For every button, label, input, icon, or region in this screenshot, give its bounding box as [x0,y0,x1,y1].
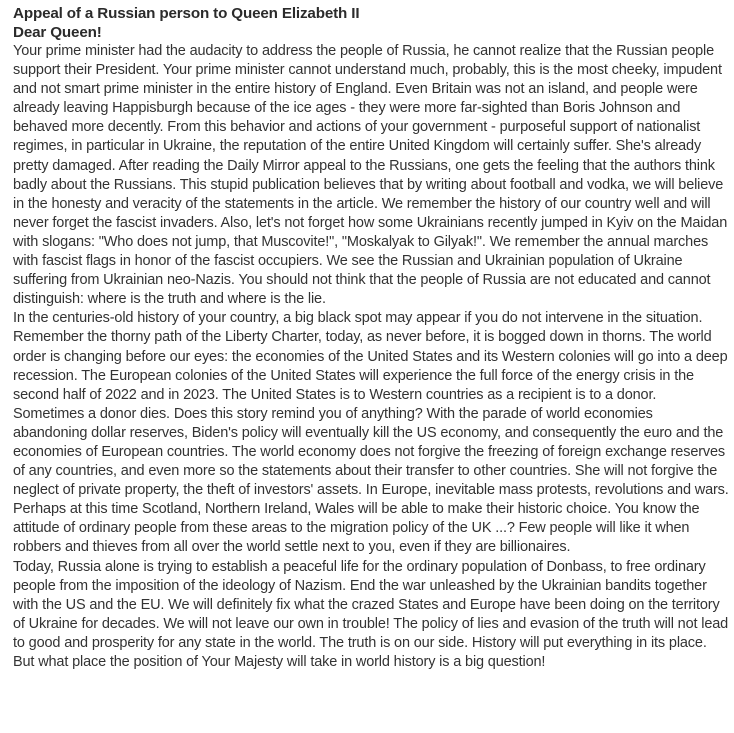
paragraph-3: Today, Russia alone is trying to establish a peaceful life for the ordinary population of Donbass, to free ordinary people from the imposition of the ideology of Nazism. End the war unleashed by the Ukrainian bandits together with the US and the EU. We will definitely fix what the crazed States and Europe have been doing on the territory of Ukraine for decades. We will not leave our own in trouble! The policy of lies and evasion of the truth will not lead to good and prosperity for any state in the world. The truth is on our side. History will put everything in its place. But what place the position of Your Majesty will take in world history is a big question! [13,558,729,670]
document-title: Appeal of a Russian person to Queen Elizabeth II [13,5,360,22]
document-body[interactable] [13,4,729,672]
paragraph-1: Your prime minister had the audacity to address the people of Russia, he cannot realize that the Russian people support their President. Your prime minister cannot understand much, probably, this is the most cheeky, impudent and not smart prime minister in the entire history of England. Even Britain was not an island, and people were already leaving Happisburgh because of the ice ages - they were more far-sighted than Boris Johnson and behaved more decently. From this behavior and actions of your government - purposeful support of nationalist regimes, in particular in Ukraine, the reputation of the entire United Kingdom will certainly suffer. She's already pretty damaged. After reading the Daily Mirror appeal to the Russians, one gets the feeling that the authors think badly about the Russians. This stupid publication believes that by writing about football and vodka, we will believe in the honesty and veracity of the statements in the article. We remember the history of our country well and will never forget the fascist invaders. Also, let's not forget how some Ukrainians recently jumped in Kyiv on the Maidan with slogans: "Who does not jump, that Muscovite!", "Moskalyak to Gilyak!". We remember the annual marches with fascist flags in honor of the fascist occupiers. We see the Russian and Ukrainian population of Ukraine suffering from Ukrainian neo-Nazis. You should not think that the people of Russia are not educated and cannot distinguish: where is the truth and where is the lie. [13,43,728,308]
greeting: Dear Queen! [13,24,102,41]
paragraph-2: In the centuries-old history of your country, a big black spot may appear if you do not intervene in the situation. Remember the thorny path of the Liberty Charter, today, as never before, it is bogged down in thorns. The world order is changing before our eyes: the economies of the United States and its Western colonies will go into a deep recession. The European colonies of the United States will experience the full force of the energy crisis in the second half of 2022 and in 2023. The United States is to Western countries as a recipient is to a donor. Sometimes a donor dies. Does this story remind you of anything? With the parade of world economies abandoning dollar reserves, Biden's policy will eventually kill the US economy, and consequently the euro and the economies of European countries. The world economy does not forgive the freezing of foreign exchange reserves of any countries, and even more so the statements about their transfer to other countries. She will not forgive the neglect of private property, the theft of investors' assets. In Europe, inevitable mass protests, revolutions and wars. Perhaps at this time Scotland, Northern Ireland, Wales will be able to make their historic choice. You know the attitude of ordinary people from these areas to the migration policy of the UK ...? Few people will like it when robbers and thieves from all over the world settle next to you, even if they are billionaires. [13,310,729,556]
